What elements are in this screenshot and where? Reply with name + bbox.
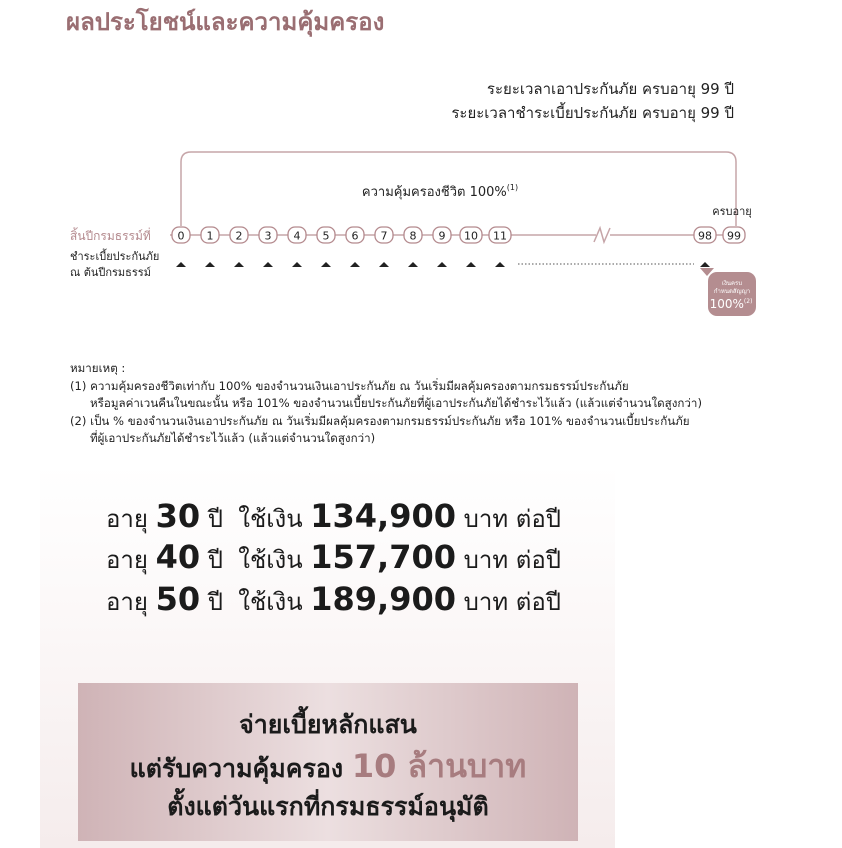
year-node-11 [489, 227, 511, 243]
svg-text:2: 2 [235, 229, 243, 243]
price-row-30: อายุ 30 ปี ใช้เงิน 134,900 บาท ต่อปี [106, 497, 562, 535]
payment-period: ระยะเวลาชำระเบี้ยประกันภัย ครบอายุ 99 ปี [451, 104, 734, 122]
year-node-5 [317, 227, 335, 243]
payment-marker-98 [700, 262, 710, 267]
payment-marker-7 [379, 262, 389, 267]
page-title: ผลประโยชน์และความคุ้มครอง [66, 8, 385, 36]
svg-text:0: 0 [177, 229, 185, 243]
svg-text:10: 10 [464, 229, 478, 243]
payment-marker-1 [205, 262, 215, 267]
payment-marker-6 [350, 262, 360, 267]
year-node-8 [404, 227, 422, 243]
svg-text:3: 3 [264, 229, 272, 243]
svg-text:100%(2): 100%$^{(2)}$ [709, 297, 753, 311]
promo-line-2: แต่รับความคุ้มครอง 10 ล้านบาท [129, 747, 527, 785]
timeline-break [594, 228, 610, 242]
svg-text:5: 5 [322, 229, 330, 243]
price-row-40: อายุ 40 ปี ใช้เงิน 157,700 บาท ต่อปี [106, 538, 562, 576]
promo-line-3: ตั้งแต่วันแรกที่กรมธรรม์อนุมัติ [167, 792, 489, 821]
year-node-7 [375, 227, 393, 243]
year-node-3 [259, 227, 277, 243]
svg-text:4: 4 [293, 229, 301, 243]
year-end-label: สิ้นปีกรมธรรม์ที่ [70, 229, 151, 243]
svg-text:6: 6 [351, 229, 359, 243]
svg-text:9: 9 [438, 229, 446, 243]
svg-text:7: 7 [380, 229, 388, 243]
year-node-98 [694, 227, 716, 243]
note-2a: (2) เป็น % ของจำนวนเงินเอาประกันภัย ณ วันเริ่มมีผลคุ้มครองตามกรมธรรม์ประกันภัย หรือ 101% ของจำนวนเบี้ยประกันภัย [70, 413, 690, 428]
promo-line-1: จ่ายเบี้ยหลักแสน [239, 710, 417, 739]
note-1a: (1) ความคุ้มครองชีวิตเท่ากับ 100% ของจำนวนเงินเอาประกันภัย ณ วันเริ่มมีผลคุ้มครองตามกรมธรรม์ประกันภัย [70, 378, 629, 393]
year-node-4 [288, 227, 306, 243]
payment-marker-0 [176, 262, 186, 267]
payment-marker-4 [292, 262, 302, 267]
note-1b: หรือมูลค่าเวนคืนในขณะนั้น หรือ 101% ของจำนวนเบี้ยประกันภัยที่ผู้เอาประกันภัยได้ชำระไว้แล้ว (แล้วแต่จำนวนใดสูงกว่า) [90, 396, 702, 410]
price-row-50: อายุ 50 ปี ใช้เงิน 189,900 บาท ต่อปี [106, 580, 562, 618]
payment-marker-11 [495, 262, 505, 267]
notes-section [70, 360, 770, 448]
payment-marker-9 [437, 262, 447, 267]
year-node-0 [172, 227, 190, 243]
coverage-period: ระยะเวลาเอาประกันภัย ครบอายุ 99 ปี [486, 80, 734, 98]
pay-label-2: ณ ต้นปีกรมธรรม์ [70, 266, 151, 279]
svg-text:11: 11 [493, 229, 507, 243]
promo-banner [78, 683, 578, 841]
payment-marker-2 [234, 262, 244, 267]
year-node-6 [346, 227, 364, 243]
svg-text:99: 99 [727, 229, 741, 243]
payment-marker-10 [466, 262, 476, 267]
note-2b: ที่ผู้เอาประกันภัยได้ชำระไว้แล้ว (แล้วแต่จำนวนใดสูงกว่า) [90, 431, 376, 445]
year-node-2 [230, 227, 248, 243]
maturity-badge [700, 268, 756, 316]
year-node-99 [723, 227, 745, 243]
payment-marker-3 [263, 262, 273, 267]
pay-label-1: ชำระเบี้ยประกันภัย [70, 250, 160, 263]
year-node-1 [201, 227, 219, 243]
svg-text:เงินครบ: เงินครบ [721, 280, 743, 287]
year-node-9 [433, 227, 451, 243]
payment-marker-5 [321, 262, 331, 267]
svg-text:กำหนดสัญญา: กำหนดสัญญา [713, 288, 751, 295]
maturity-label: ครบอายุ [712, 205, 752, 218]
promo-highlight: 10 ล้านบาท [351, 747, 527, 785]
payment-marker-8 [408, 262, 418, 267]
svg-text:1: 1 [206, 229, 214, 243]
coverage-timeline [0, 140, 842, 325]
notes-heading: หมายเหตุ : [70, 361, 126, 375]
year-node-10 [460, 227, 482, 243]
coverage-label: ความคุ้มครองชีวิต 100%$^{(1)}$ [361, 183, 519, 200]
svg-text:98: 98 [698, 229, 712, 243]
svg-text:8: 8 [409, 229, 417, 243]
